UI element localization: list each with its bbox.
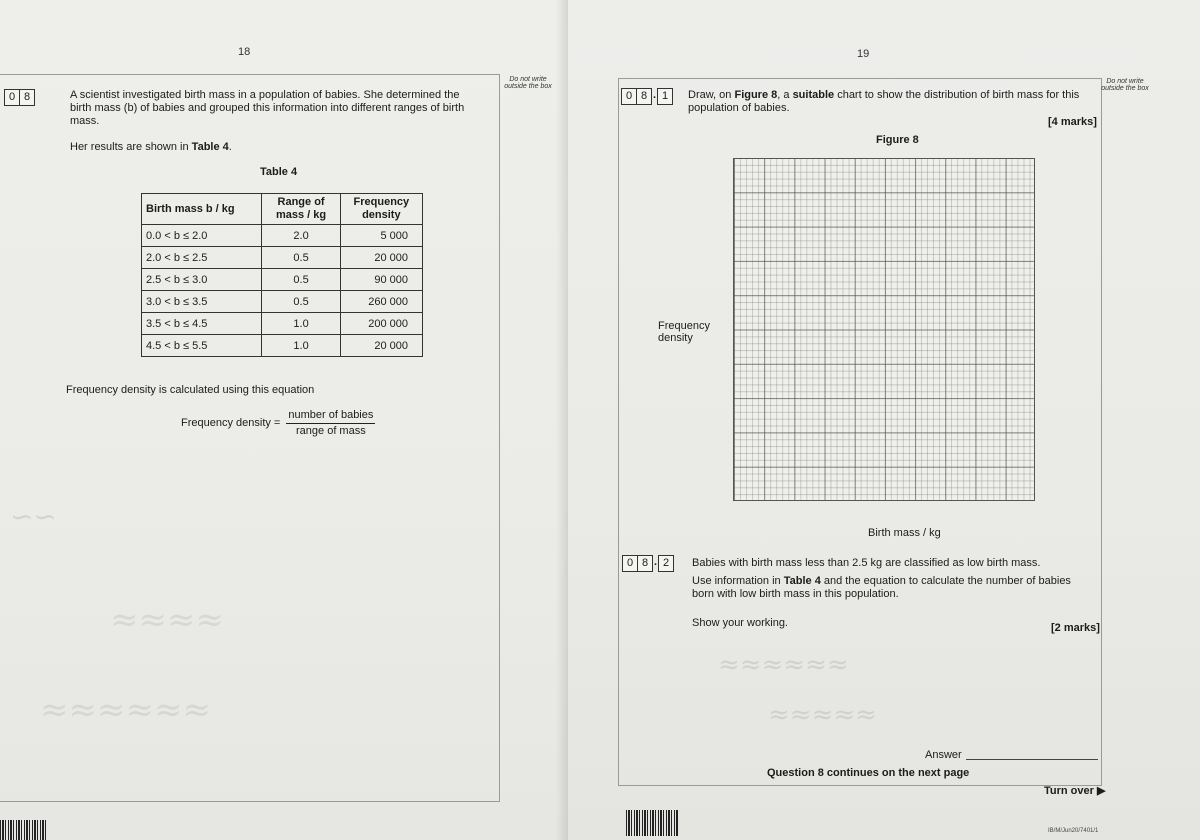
question-number-box: 0 8 . 1: [621, 88, 672, 105]
table-row: 3.5 < b ≤ 4.5 1.0 200 000: [142, 313, 423, 335]
table-header-row: [142, 194, 423, 225]
do-not-write-note: Do not write outside the box: [1101, 78, 1149, 92]
show-through-mark: ≈≈≈≈: [110, 600, 224, 640]
answer-line[interactable]: [966, 759, 1098, 760]
show-through-mark: ≈≈≈≈≈: [768, 700, 877, 730]
barcode: [0, 820, 46, 840]
question-number-box: 0 8: [4, 89, 34, 106]
column-header: Birth mass b / kg: [142, 194, 262, 225]
equation-intro: Frequency density is calculated using this equation: [66, 384, 315, 396]
frequency-table: [141, 193, 423, 357]
equation-denominator: range of mass: [296, 425, 366, 437]
show-working: Show your working.: [692, 617, 788, 629]
footer-code: IB/M/Jun20/7401/1: [1048, 828, 1099, 834]
intro-text: A scientist investigated birth mass in a population of babies. She determined the birth mass (b) of babies and grouped this information into different ranges of birth mass.: [70, 89, 465, 127]
page-number: 18: [238, 46, 251, 58]
q1-text: Draw, on Figure 8, a suitable chart to show the distribution of birth mass for this population of babies.: [688, 89, 1080, 114]
answer-label: Answer: [925, 749, 962, 761]
table-row: 4.5 < b ≤ 5.5 1.0 20 000: [142, 335, 423, 357]
column-header: Frequency density: [340, 194, 422, 225]
table-row: 2.5 < b ≤ 3.0 0.5 90 000: [142, 269, 423, 291]
table-row: 0.0 < b ≤ 2.0 2.0 5 000: [142, 225, 423, 247]
figure-title: Figure 8: [876, 134, 919, 146]
show-through-mark: ≈≈≈≈≈≈: [40, 690, 211, 730]
q1-marks: [4 marks]: [1048, 116, 1097, 128]
equation-lhs: Frequency density =: [181, 417, 281, 429]
y-axis-label: Frequency density: [658, 320, 710, 344]
table-row: 2.0 < b ≤ 2.5 0.5 20 000: [142, 247, 423, 269]
table-row: 3.0 < b ≤ 3.5 0.5 260 000: [142, 291, 423, 313]
turn-over: Turn over ▶: [1044, 785, 1106, 797]
results-text: Her results are shown in Table 4.: [70, 141, 232, 153]
left-page: [0, 0, 568, 840]
q2-text: Babies with birth mass less than 2.5 kg are classified as low birth mass.: [692, 557, 1041, 569]
equation: [181, 409, 375, 438]
q2-marks: [2 marks]: [1051, 622, 1100, 634]
question-number-box: 0 8 . 2: [622, 555, 673, 572]
column-header: Range of mass / kg: [262, 194, 340, 225]
equation-numerator: number of babies: [286, 409, 375, 424]
continues-note: Question 8 continues on the next page: [767, 767, 970, 779]
page-number: 19: [857, 48, 870, 60]
q2-instruction: Use information in Table 4 and the equation to calculate the number of babies born with low birth mass in this population.: [692, 575, 1071, 600]
x-axis-label: Birth mass / kg: [868, 527, 941, 539]
do-not-write-note: Do not write outside the box: [504, 76, 552, 90]
barcode: [626, 810, 678, 836]
table-title: Table 4: [260, 166, 298, 178]
equation-fraction: [286, 409, 375, 438]
show-through-mark: ≈≈≈≈≈≈: [718, 650, 849, 680]
graph-paper-grid[interactable]: [733, 158, 1035, 501]
show-through-mark: ∽∽: [10, 500, 57, 533]
